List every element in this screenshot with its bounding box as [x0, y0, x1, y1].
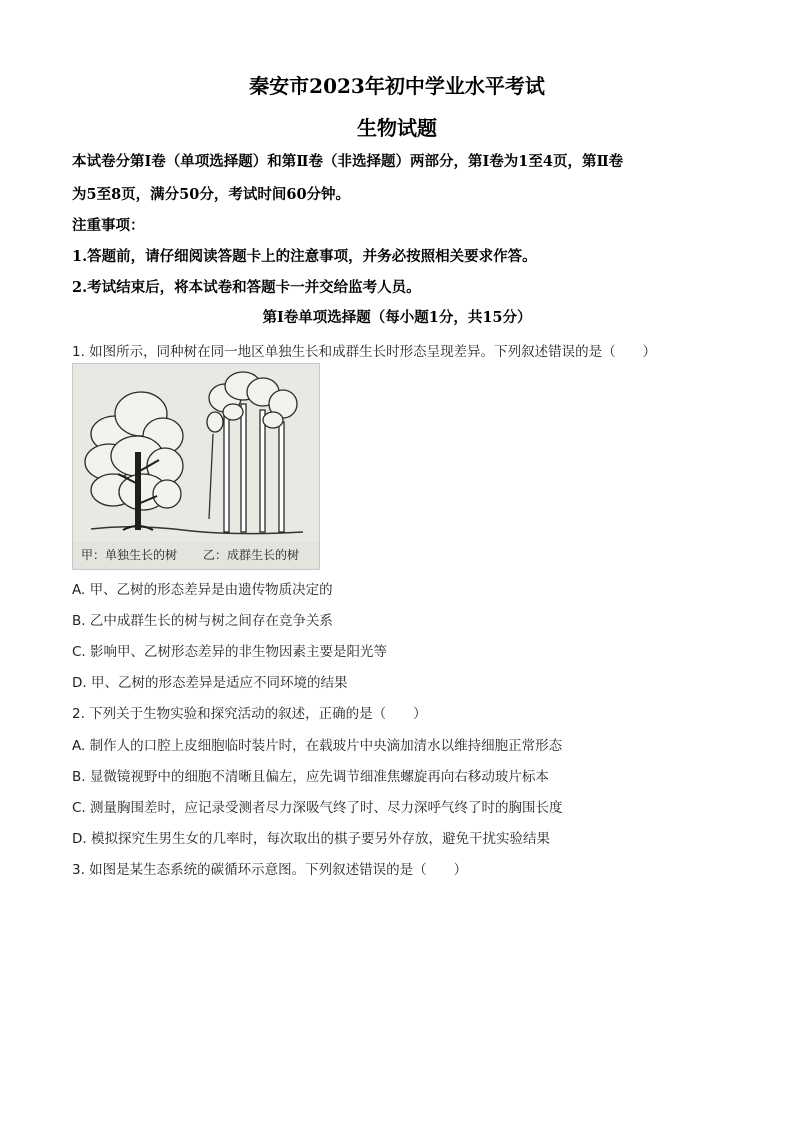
question-2-stem: 2. 下列关于生物实验和探究活动的叙述，正确的是（ ） — [72, 706, 427, 722]
exam-subject: 生物试题 — [357, 116, 437, 140]
intro-line-1: 本试卷分第Ⅰ卷（单项选择题）和第Ⅱ卷（非选择题）两部分，第Ⅰ卷为1至4页，第Ⅱ卷 — [72, 153, 624, 170]
q2-option-a: A. 制作人的口腔上皮细胞临时装片时，在载玻片中央滴加清水以维持细胞正常形态 — [72, 738, 563, 754]
q1-option-d: D. 甲、乙树的形态差异是适应不同环境的结果 — [72, 675, 348, 691]
q1-option-c: C. 影响甲、乙树形态差异的非生物因素主要是阳光等 — [72, 644, 388, 660]
tree-illustration — [73, 364, 319, 569]
question-3-stem: 3. 如图是某生态系统的碳循环示意图。下列叙述错误的是（ ） — [72, 862, 468, 878]
group-trees — [207, 372, 297, 532]
tree-figure — [72, 363, 320, 570]
intro-line-2: 为5至8页，满分50分，考试时间60分钟。 — [72, 186, 351, 203]
note-2: 2.考试结束后，将本试卷和答题卡一并交给监考人员。 — [72, 279, 421, 296]
notes-title: 注重事项： — [72, 217, 145, 234]
ground-line — [91, 527, 303, 534]
q2-option-c: C. 测量胸围差时，应记录受测者尽力深吸气终了时、尽力深呼气终了时的胸围长度 — [72, 800, 563, 816]
exam-title: 秦安市2023年初中学业水平考试 — [249, 74, 545, 98]
q2-option-b: B. 显微镜视野中的细胞不清晰且偏左，应先调节细准焦螺旋再向右移动玻片标本 — [72, 769, 549, 785]
figure-caption-right: 乙：成群生长的树 — [203, 548, 300, 562]
note-1: 1.答题前，请仔细阅读答题卡上的注意事项，并务必按照相关要求作答。 — [72, 248, 537, 265]
figure-caption-left: 甲：单独生长的树 — [81, 548, 178, 562]
section-title: 第Ⅰ卷单项选择题（每小题1分，共15分） — [262, 309, 532, 326]
single-tree — [85, 392, 183, 530]
q2-option-d: D. 模拟探究生男生女的几率时，每次取出的棋子要另外存放，避免干扰实验结果 — [72, 831, 550, 847]
question-1-stem: 1. 如图所示，同种树在同一地区单独生长和成群生长时形态呈现差异。下列叙述错误的是（ ） — [72, 344, 657, 360]
q1-option-b: B. 乙中成群生长的树与树之间存在竞争关系 — [72, 613, 333, 629]
q1-option-a: A. 甲、乙树的形态差异是由遗传物质决定的 — [72, 582, 333, 598]
